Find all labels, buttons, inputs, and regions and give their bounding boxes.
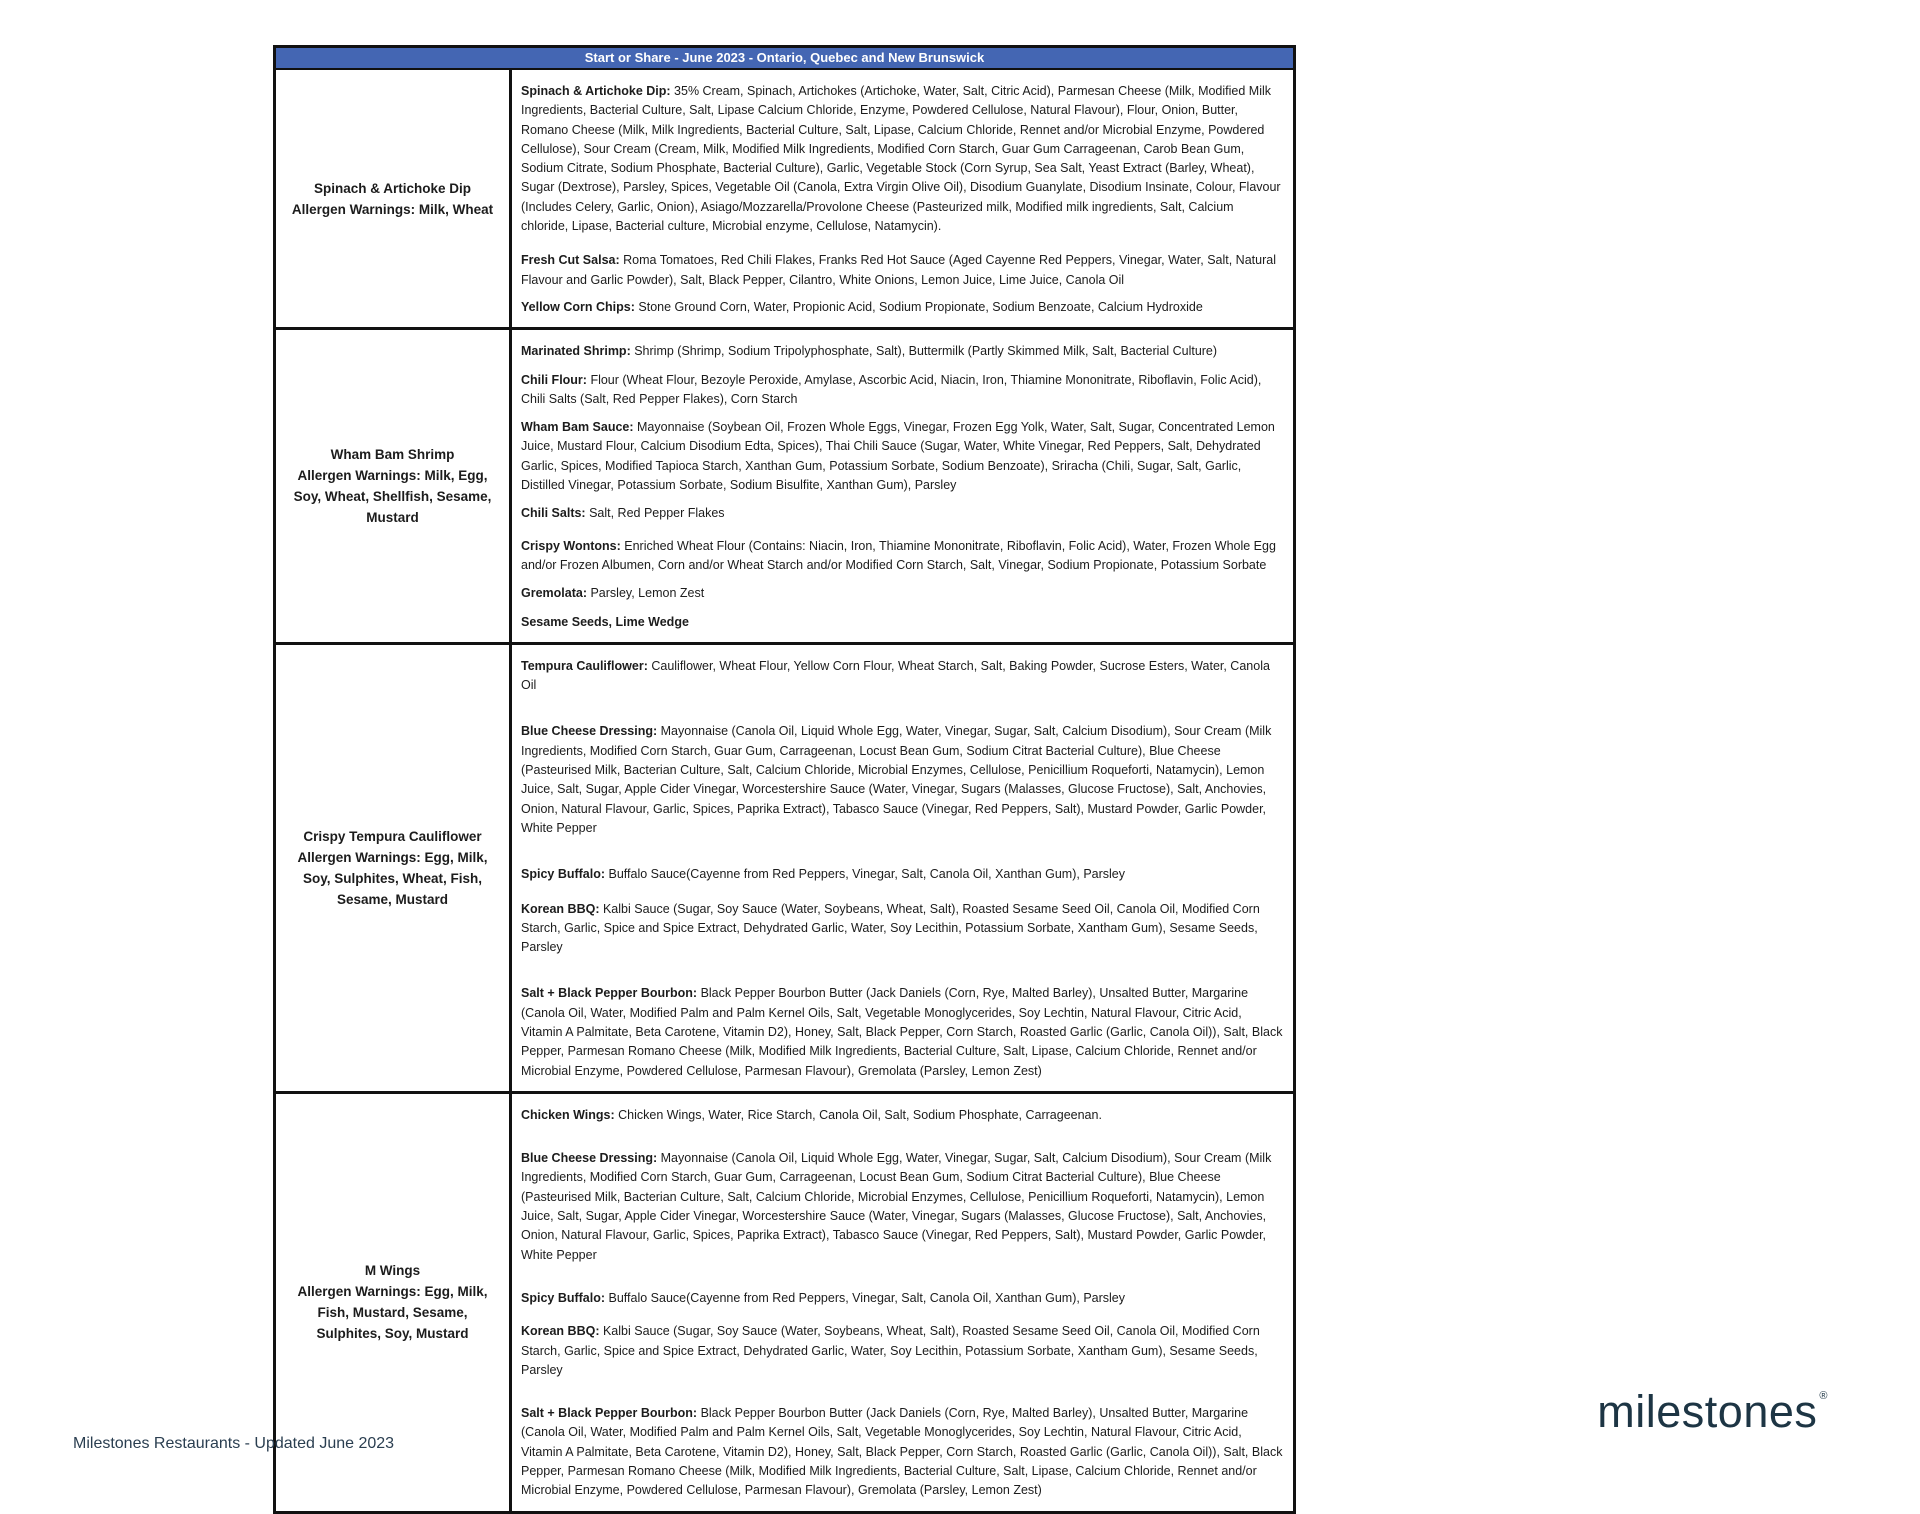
dish-name: Spinach & Artichoke Dip [313,180,472,196]
table-title: Start or Share - June 2023 - Ontario, Quebec and New Brunswick [276,48,1293,70]
table-row [276,642,1293,1091]
ingredient-paragraph: Fresh Cut Salsa: Roma Tomatoes, Red Chili Flakes, Franks Red Hot Sauce (Aged Cayenne Red Peppers, Vinegar, Water, Salt, Natural Flavour and Garlic Powder), Salt, Black Pepper, Cilantro, White Onions, Lemon Juice, Lime Juice, Canola Oil [521,253,1276,287]
allergen-warnings: Allergen Warnings: Egg, Milk, Fish, Mustard, Sesame, Sulphites, Soy, Mustard [297,1284,488,1342]
ingredient-paragraph: Chicken Wings: Chicken Wings, Water, Rice Starch, Canola Oil, Salt, Sodium Phosphate, Carrageenan. [521,1107,1102,1122]
registered-trademark-icon: ® [1819,1390,1828,1402]
ingredient-label: Marinated Shrimp: [521,344,631,359]
dish-name: Crispy Tempura Cauliflower [303,828,482,844]
ingredient-label: Crispy Wontons: [521,538,621,553]
ingredient-paragraph: Blue Cheese Dressing: Mayonnaise (Canola Oil, Liquid Whole Egg, Water, Vinegar, Sugar, Salt, Calcium Disodium), Sour Cream (Milk Ingredients, Modified Corn Starch, Guar Gum, Carrageenan, Locust Bean Gum, Sodium Citrat Bacterial Culture), Blue Cheese (Pasteurised Milk, Bacterian Culture, Salt, Calcium Chloride, Microbial Enzymes, Cellulose, Penicillium Roqueforti, Natamycin), Lemon Juice, Salt, Sugar, Apple Cider Vinegar, Worcestershire Sauce (Water, Vinegar, Sugars (Malasses, Glucose Fructose), Salt, Anchovies, Onion, Natural Flavour, Garlic, Spices, Paprika Extract), Tabasco Sauce (Vinegar, Red Peppers, Salt), Mustard Powder, Garlic Powder, White Pepper [521,724,1272,835]
dish-cell [276,645,512,1091]
allergen-warnings: Allergen Warnings: Milk, Egg, Soy, Wheat, Shellfish, Sesame, Mustard [293,468,492,526]
ingredient-paragraph: Gremolata: Parsley, Lemon Zest [521,586,705,601]
ingredient-label: Fresh Cut Salsa: [521,253,620,268]
ingredient-paragraph: Wham Bam Sauce: Mayonnaise (Soybean Oil, Frozen Whole Eggs, Vinegar, Frozen Egg Yolk, Water, Salt, Sugar, Concentrated Lemon Juice, Mustard Flour, Calcium Disodium Edta, Spices), Thai Chili Sauce (Sugar, Water, White Vinegar, Red Peppers, Salt, Dehydrated Garlic, Spices, Modified Tapioca Starch, Xanthan Gum, Potassium Sorbate, Sodium Benzoate), Sriracha (Chili, Sugar, Salt, Garlic, Distilled Vinegar, Potassium Sorbate, Sodium Bisulfite, Xanthan Gum), Parsley [521,420,1275,493]
ingredient-label: Wham Bam Sauce: [521,420,634,435]
dish-cell [276,70,512,327]
dish-name: Wham Bam Shrimp [330,447,455,463]
milestones-logo [1597,1386,1828,1438]
ingredient-paragraph: Tempura Cauliflower: Cauliflower, Wheat Flour, Yellow Corn Flour, Wheat Starch, Salt, Baking Powder, Sucrose Esters, Water, Canola Oil [521,658,1270,693]
table-row [276,70,1293,327]
ingredient-paragraph: Yellow Corn Chips: Stone Ground Corn, Water, Propionic Acid, Sodium Propionate, Sodium Benzoate, Calcium Hydroxide [521,299,1203,314]
ingredient-label: Salt + Black Pepper Bourbon: [521,1406,698,1421]
ingredient-label: Salt + Black Pepper Bourbon: [521,986,698,1001]
ingredient-paragraph: Spicy Buffalo: Buffalo Sauce(Cayenne from Red Peppers, Vinegar, Salt, Canola Oil, Xanthan Gum), Parsley [521,1290,1126,1305]
ingredient-label: Spicy Buffalo: [521,867,606,882]
ingredient-label: Gremolata: [521,586,587,601]
ingredients-cell [512,645,1293,1091]
ingredient-paragraph [521,613,1283,632]
ingredient-paragraph: Chili Flour: Flour (Wheat Flour, Bezoyle Peroxide, Amylase, Ascorbic Acid, Niacin, Iron, Thiamine Mononitrate, Riboflavin, Folic Acid), Chili Salts (Salt, Red Pepper Flakes), Corn Starch [521,372,1262,406]
ingredient-label: Blue Cheese Dressing: [521,1151,658,1166]
ingredient-label: Chili Salts: [521,506,586,521]
ingredient-paragraph: Chili Salts: Salt, Red Pepper Flakes [521,506,725,521]
allergen-table [273,45,1296,1514]
ingredient-label: Chili Flour: [521,372,587,387]
ingredient-label: Korean BBQ: [521,1324,600,1339]
ingredient-label: Tempura Cauliflower: [521,658,648,673]
dish-cell [276,330,512,642]
table-row [276,327,1293,642]
ingredient-label: Korean BBQ: [521,901,600,916]
ingredient-paragraph: Marinated Shrimp: Shrimp (Shrimp, Sodium Tripolyphosphate, Salt), Buttermilk (Partly Skimmed Milk, Salt, Bacterial Culture) [521,344,1218,359]
ingredients-cell [512,330,1293,642]
ingredient-paragraph: Crispy Wontons: Enriched Wheat Flour (Contains: Niacin, Iron, Thiamine Mononitrate, Riboflavin, Folic Acid), Water, Frozen Whole Egg and/or Frozen Albumen, Corn and/or Wheat Starch and/or Modified Corn Starch, Salt, Vinegar, Sodium Propionate, Potassium Sorbate [521,538,1276,572]
footer-note: Milestones Restaurants - Updated June 2023 [73,1435,395,1452]
ingredient-paragraph: Salt + Black Pepper Bourbon: Black Pepper Bourbon Butter (Jack Daniels (Corn, Rye, Malted Barley), Unsalted Butter, Margarine (Canola Oil, Water, Modified Palm and Palm Kernel Oils, Salt, Vegetable Monoglycerides, Soy Lechtin, Natural Flavour, Citric Acid, Vitamin A Palmitate, Beta Carotene, Vitamin D2), Honey, Salt, Black Pepper, Corn Starch, Roasted Garlic (Garlic, Canola Oil)), Salt, Black Pepper, Parmesan Romano Cheese (Milk, Modified Milk Ingredients, Bacterial Culture, Salt, Lipase, Calcium Chloride, Rennet and/or Microbial Enzyme, Powdered Cellulose, Parmesan Flavour), Gremolata (Parsley, Lemon Zest) [521,1406,1283,1498]
table-row [276,1091,1293,1511]
ingredient-label: Chicken Wings: [521,1107,615,1122]
ingredient-paragraph: Spicy Buffalo: Buffalo Sauce(Cayenne from Red Peppers, Vinegar, Salt, Canola Oil, Xanthan Gum), Parsley [521,867,1126,882]
allergen-table-body [276,70,1293,1511]
ingredient-paragraph: Spinach & Artichoke Dip: 35% Cream, Spinach, Artichokes (Artichoke, Water, Salt, Citric Acid), Parmesan Cheese (Milk, Modified Milk Ingredients, Bacterial Culture, Salt, Lipase Calcium Chloride, Enzyme, Powdered Cellulose, Natural Flavour), Flour, Onion, Butter, Romano Cheese (Milk, Milk Ingredients, Bacterial Culture, Salt, Lipase, Calcium Chloride, Rennet and/or Microbial Enzyme, Powdered Cellulose), Sour Cream (Cream, Milk, Modified Milk Ingredients, Modified Corn Starch, Guar Gum Carrageenan, Carob Bean Gum, Sodium Citrate, Sodium Phosphate, Bacterial Culture), Garlic, Vegetable Stock (Corn Syrup, Sea Salt, Yeast Extract (Barley, Wheat), Sugar (Dextrose), Parsley, Spices, Vegetable Oil (Canola, Extra Virgin Olive Oil), Disodium Guanylate, Disodium Insinate, Colour, Flavour (Includes Celery, Garlic, Onion), Asiago/Mozzarella/Provolone Cheese (Pasteurized milk, Modified milk ingredients, Salt, Calcium chloride, Lipase, Bacterial culture, Microbial enzyme, Cellulose, Natamycin). [521,84,1281,234]
ingredient-label: Spicy Buffalo: [521,1290,606,1305]
ingredients-cell [512,1094,1293,1511]
brand-wordmark: milestones [1597,1386,1818,1437]
allergen-warnings: Allergen Warnings: Egg, Milk, Soy, Sulphites, Wheat, Fish, Sesame, Mustard [297,849,488,907]
ingredient-label: Sesame Seeds, Lime Wedge [521,614,689,629]
ingredient-paragraph: Salt + Black Pepper Bourbon: Black Pepper Bourbon Butter (Jack Daniels (Corn, Rye, Malted Barley), Unsalted Butter, Margarine (Canola Oil, Water, Modified Palm and Palm Kernel Oils, Salt, Vegetable Monoglycerides, Soy Lechtin, Natural Flavour, Citric Acid, Vitamin A Palmitate, Beta Carotene, Vitamin D2), Honey, Salt, Black Pepper, Corn Starch, Roasted Garlic (Garlic, Canola Oil)), Salt, Black Pepper, Parmesan Romano Cheese (Milk, Modified Milk Ingredients, Bacterial Culture, Salt, Lipase, Calcium Chloride, Rennet and/or Microbial Enzyme, Powdered Cellulose, Parmesan Flavour), Gremolata (Parsley, Lemon Zest) [521,986,1283,1078]
ingredient-paragraph: Korean BBQ: Kalbi Sauce (Sugar, Soy Sauce (Water, Soybeans, Wheat, Salt), Roasted Sesame Seed Oil, Canola Oil, Modified Corn Starch, Garlic, Spice and Spice Extract, Dehydrated Garlic, Water, Soy Lecithin, Potassium Sorbate, Xantham Gum), Sesame Seeds, Parsley [521,901,1260,955]
ingredients-cell [512,70,1293,327]
ingredient-paragraph: Korean BBQ: Kalbi Sauce (Sugar, Soy Sauce (Water, Soybeans, Wheat, Salt), Roasted Sesame Seed Oil, Canola Oil, Modified Corn Starch, Garlic, Spice and Spice Extract, Dehydrated Garlic, Water, Soy Lecithin, Potassium Sorbate, Xantham Gum), Sesame Seeds, Parsley [521,1324,1260,1377]
ingredient-label: Spinach & Artichoke Dip: [521,84,671,98]
ingredient-label: Yellow Corn Chips: [521,299,635,314]
ingredient-paragraph: Blue Cheese Dressing: Mayonnaise (Canola Oil, Liquid Whole Egg, Water, Vinegar, Sugar, Salt, Calcium Disodium), Sour Cream (Milk Ingredients, Modified Corn Starch, Guar Gum, Carrageenan, Locust Bean Gum, Sodium Citrat Bacterial Culture), Blue Cheese (Pasteurised Milk, Bacterian Culture, Salt, Calcium Chloride, Microbial Enzymes, Cellulose, Penicillium Roqueforti, Natamycin), Lemon Juice, Salt, Sugar, Apple Cider Vinegar, Worcestershire Sauce (Water, Vinegar, Sugars (Malasses, Glucose Fructose), Salt, Anchovies, Onion, Natural Flavour, Garlic, Spices, Paprika Extract), Tabasco Sauce (Vinegar, Red Peppers, Salt), Mustard Powder, Garlic Powder, White Pepper [521,1151,1272,1262]
dish-name: M Wings [364,1263,421,1279]
allergen-warnings: Allergen Warnings: Milk, Wheat [291,201,494,217]
ingredient-label: Blue Cheese Dressing: [521,724,658,739]
